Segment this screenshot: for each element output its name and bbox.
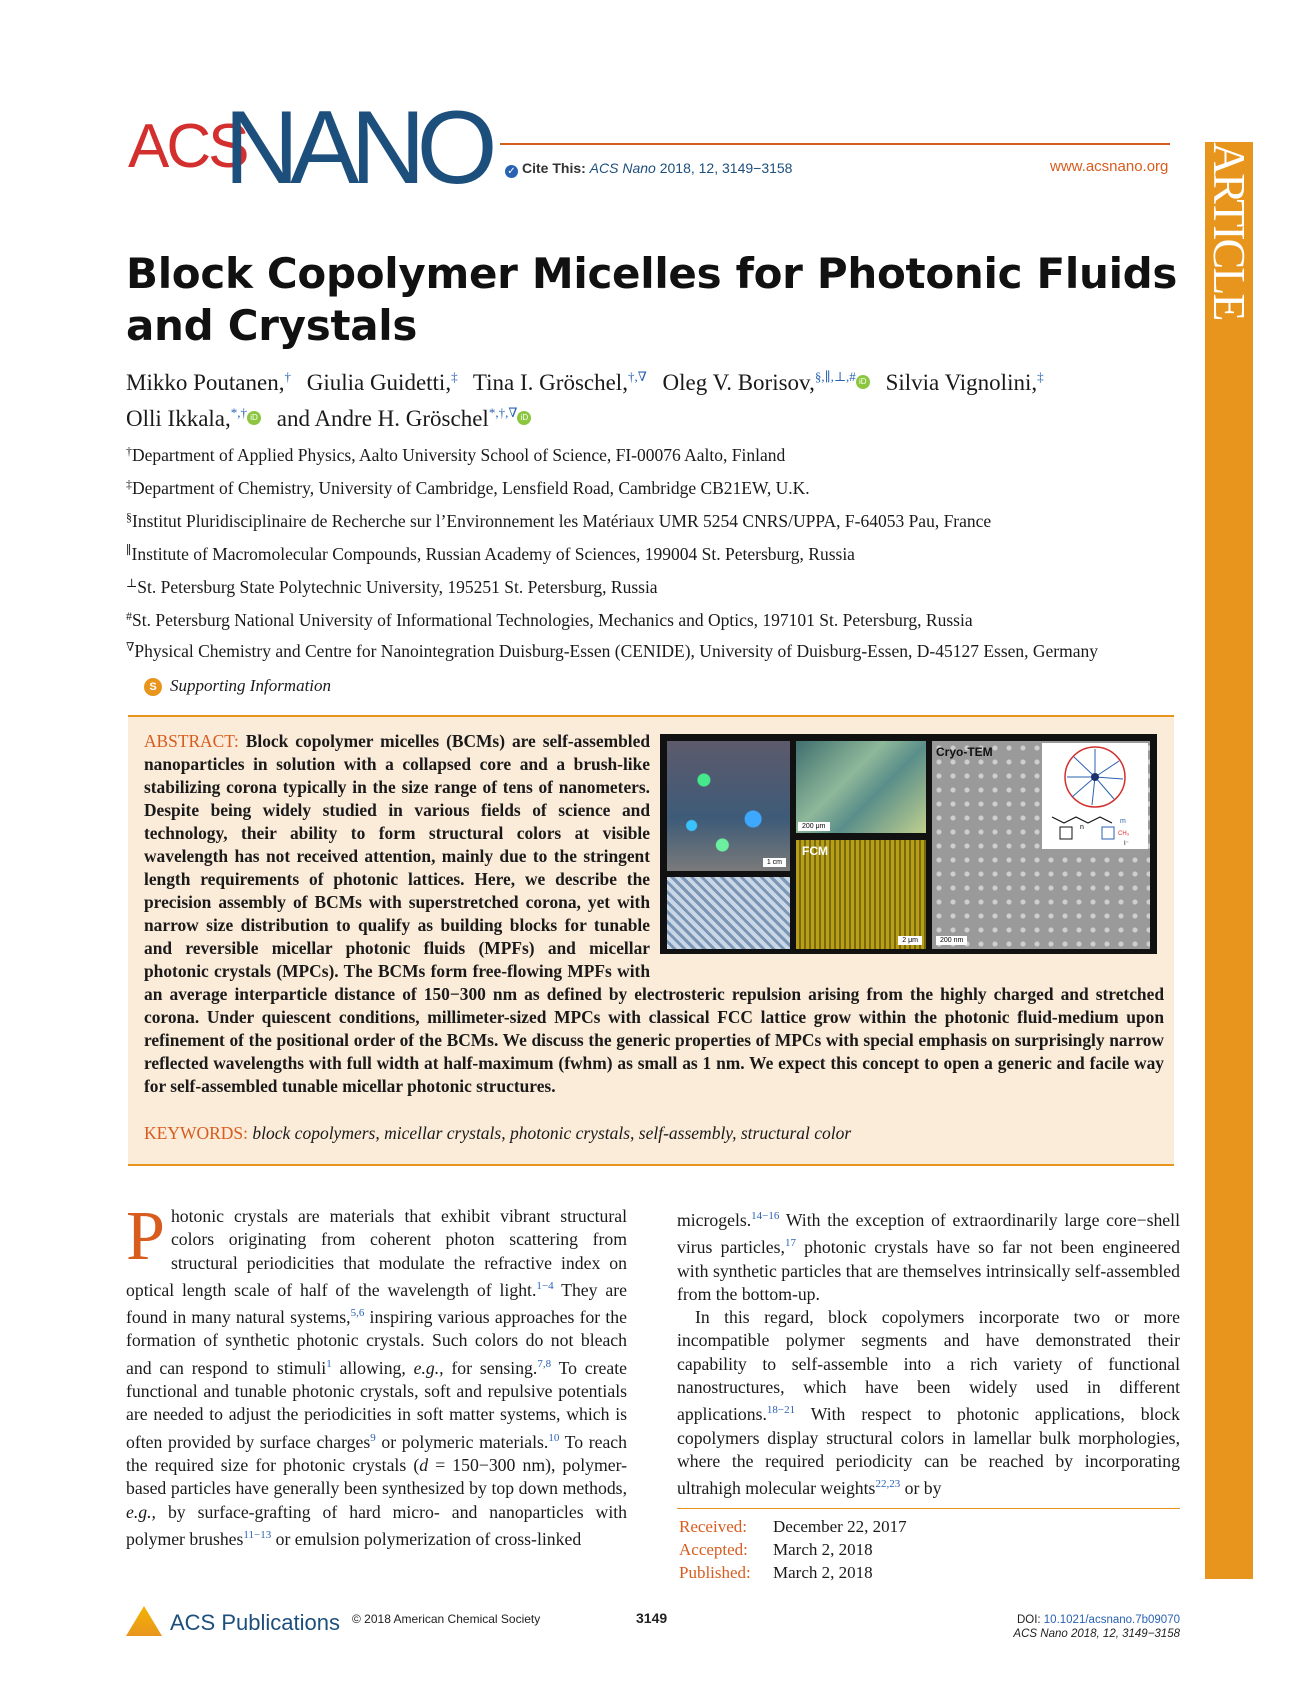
author-list: [126, 362, 1206, 434]
affiliation: §Institut Pluridisciplinaire de Recherche sur l’Environnement les Matériaux UMR 5254 CNRS/UPPA, F-64053 Pau, France: [126, 510, 992, 531]
journal-reference: ACS Nano 2018, 12, 3149−3158: [1013, 1628, 1180, 1640]
doi-link[interactable]: 10.1021/acsnano.7b09070: [1043, 1614, 1180, 1626]
micelle-schematic: [1042, 743, 1148, 849]
fcm-image: [796, 840, 926, 949]
acs-publications-icon: [126, 1606, 162, 1636]
author[interactable]: Silvia Vignolini,‡: [885, 369, 1044, 395]
supporting-information-link[interactable]: S Supporting Information: [144, 676, 331, 696]
citation[interactable]: 7,8: [537, 1357, 552, 1370]
affiliation: ∥Institute of Macromolecular Compounds, Russian Academy of Sciences, 199004 St. Petersburg, Russia: [126, 543, 855, 564]
citation[interactable]: 1−4: [536, 1279, 554, 1292]
citation[interactable]: 5,6: [350, 1307, 365, 1320]
acs-publications-logo[interactable]: ACS Publications: [126, 1606, 340, 1636]
scale-bar-label: 200 nm: [936, 936, 967, 945]
affiliations: [126, 437, 1186, 663]
label-ch3: CH₃: [1118, 831, 1130, 837]
author[interactable]: Giulia Guidetti,‡: [306, 369, 458, 395]
paragraph: microgels.$^{14-16}$ With the exception of extraordinarily large core−shell virus particles,$^{17}$ photonic crystals have so far not been engineered with synthetic particles that are themselves intrinsically self-assembled from the bottom-up.: [677, 1210, 1180, 1304]
lattice-model: [667, 877, 790, 949]
abstract-body: Block copolymer micelles (BCMs) are self-assembled nanoparticles in solution with a collapsed core and a brush-like stabilizing corona typically in the size range of tens of nanometers. Despite being widely studied in various fields of science and technology, their ability to form structural colors at visible wavelength has not received attention, mainly due to the stringent length requirements of photonic lattices. Here, we describe the precision assembly of BCMs with superstretched corona, yet with narrow size distribution to qualify as building blocks for tunable and reversible micellar photonic fluids (MPFs) and micellar photonic crystals (MPCs). The BCMs form free-flowing MPFs with an average interparticle distance of 150−300 nm as defined by electrosteric repulsion arising from the highly charged and stretched corona. Under quiescent conditions, millimeter-sized MPCs with classical FCC lattice grow within the photonic fluid-medium upon refinement of the positional order of the BCMs. We discuss the generic properties of MPCs with special emphasis on surprisingly narrow reflected wavelengths with full width at half-maximum (fwhm) as small as 1 nm. We expect this concept to open a generic and facile way for self-assembled tunable micellar photonic structures.: [144, 731, 1164, 1096]
header-rule: [500, 143, 1170, 145]
section-label: ARTICLE: [1204, 142, 1255, 320]
body-column-left: Photonic crystals are materials that exhibit vibrant structural colors originating from coherent photon scattering from structural periodicities that modulate the refractive index on optical length scale of half of the wavelength of light.$^{1-4}$ They are found in many natural systems,$^{5,6}$ inspiring various approaches for the formation of synthetic photonic crystals. Such colors do not bleach and can respond to stimuli$^1$ allowing, e.g., for sensing.$^{7,8}$ To create functional and tunable photonic crystals, soft and repulsive potentials are needed to adjust the periodicities in soft matter systems, which is often provided by surface charges$^9$ or polymeric materials.$^{10}$ To reach the required size for photonic crystals (d = 150−300 nm), polymer-based particles have generally been synthesized by top down methods, e.g., by surface-grafting of hard micro- and nanoparticles with polymer brushes$^{11-13}$ or emulsion polymerization of cross-linked: [126, 1198, 627, 1549]
section-sidebar: [1205, 142, 1253, 1579]
citation[interactable]: 14−16: [751, 1210, 780, 1222]
logo-acs: ACS: [128, 112, 247, 181]
toc-graphic: [660, 734, 1157, 954]
label-iodide: I⁻: [1124, 841, 1129, 847]
check-icon: ✓: [505, 165, 518, 178]
label-n: n: [1080, 824, 1084, 831]
citation[interactable]: 10: [548, 1431, 560, 1444]
published-date: Published: March 2, 2018: [679, 1563, 873, 1582]
citation[interactable]: 1: [326, 1357, 332, 1370]
dates-rule: [677, 1508, 1180, 1509]
abstract-label: ABSTRACT:: [144, 731, 239, 751]
orcid-icon[interactable]: iD: [247, 411, 261, 425]
cite-label: Cite This:: [522, 160, 586, 176]
copyright: © 2018 American Chemical Society: [352, 1612, 541, 1626]
affiliation: #St. Petersburg National University of Informational Technologies, Mechanics and Optics, 197101 St. Petersburg, Russia: [126, 609, 973, 630]
vial-photo: [667, 741, 790, 871]
keywords-list: block copolymers, micellar crystals, photonic crystals, self-assembly, structural color: [252, 1123, 852, 1143]
affiliation: ‡Department of Chemistry, University of Cambridge, Lensfield Road, Cambridge CB21EW, U.K.: [126, 477, 810, 498]
affiliation: ∇Physical Chemistry and Centre for Nanointegration Duisburg-Essen (CENIDE), University of Duisburg-Essen, D-45127 Essen, Germany: [126, 640, 1099, 661]
author[interactable]: Mikko Poutanen,†: [126, 369, 291, 395]
cryo-tem-label: Cryo-TEM: [936, 745, 993, 759]
article-title: Block Copolymer Micelles for Photonic Fluids and Crystals: [126, 249, 1178, 350]
author[interactable]: and Andre H. Gröschel*,†,∇ iD: [277, 406, 532, 431]
citation[interactable]: 17: [784, 1237, 796, 1250]
body-column-right: [677, 1205, 1180, 1501]
paragraph: In this regard, block copolymers incorporate two or more incompatible polymer segments and have demonstrated their capability to self-assemble into a rich variety of functional nanostructures, which have been widely used in different applications.$^{18-21}$ With respect to photonic applications, block copolymers display structural colors in lamellar bulk morphologies, where the required periodicity can be reached by incorporating ultrahigh molecular weights$^{22,23}$ or by: [677, 1307, 1180, 1499]
label-m: m: [1120, 818, 1126, 825]
cite-journal: ACS Nano: [589, 160, 656, 176]
scale-bar-label: 1 cm: [763, 858, 786, 867]
journal-logo: [128, 90, 508, 206]
fcm-label: FCM: [802, 844, 828, 858]
keywords: [144, 1123, 851, 1144]
affiliation: †Department of Applied Physics, Aalto University School of Science, FI-00076 Aalto, Finland: [126, 444, 786, 465]
crystal-micrographs: [796, 741, 926, 833]
cryo-tem-image: [932, 741, 1150, 949]
cite-details: 2018, 12, 3149−3158: [655, 160, 793, 176]
received-date: Received: December 22, 2017: [679, 1517, 907, 1536]
history-dates: [679, 1515, 907, 1584]
citation[interactable]: 22,23: [875, 1478, 901, 1491]
page-number: 3149: [636, 1610, 668, 1626]
supporting-info-icon: S: [144, 678, 162, 696]
citation[interactable]: 9: [370, 1431, 376, 1444]
affiliation: ⊥St. Petersburg State Polytechnic University, 195251 St. Petersburg, Russia: [126, 576, 658, 597]
cite-this[interactable]: [505, 160, 792, 178]
orcid-icon[interactable]: iD: [856, 375, 870, 389]
scale-bar-label: 2 μm: [898, 936, 922, 945]
website-link[interactable]: www.acsnano.org: [1050, 158, 1169, 175]
orcid-icon[interactable]: iD: [517, 411, 531, 425]
drop-cap: P: [126, 1198, 165, 1275]
keywords-label: KEYWORDS:: [144, 1123, 249, 1143]
author[interactable]: Tina I. Gröschel,†,∇: [472, 369, 647, 395]
citation[interactable]: 11−13: [243, 1528, 272, 1541]
scale-bar-label: 200 μm: [798, 822, 830, 831]
citation[interactable]: 18−21: [766, 1404, 796, 1417]
logo-nano: NANO: [224, 90, 489, 206]
author[interactable]: Olli Ikkala,*,† iD: [126, 406, 261, 431]
doi-block: DOI: 10.1021/acsnano.7b09070 ACS Nano 2018, 12, 3149−3158: [900, 1613, 1180, 1641]
accepted-date: Accepted: March 2, 2018: [679, 1540, 873, 1559]
author[interactable]: Oleg V. Borisov,§,∥,⊥,# iD: [663, 370, 870, 395]
